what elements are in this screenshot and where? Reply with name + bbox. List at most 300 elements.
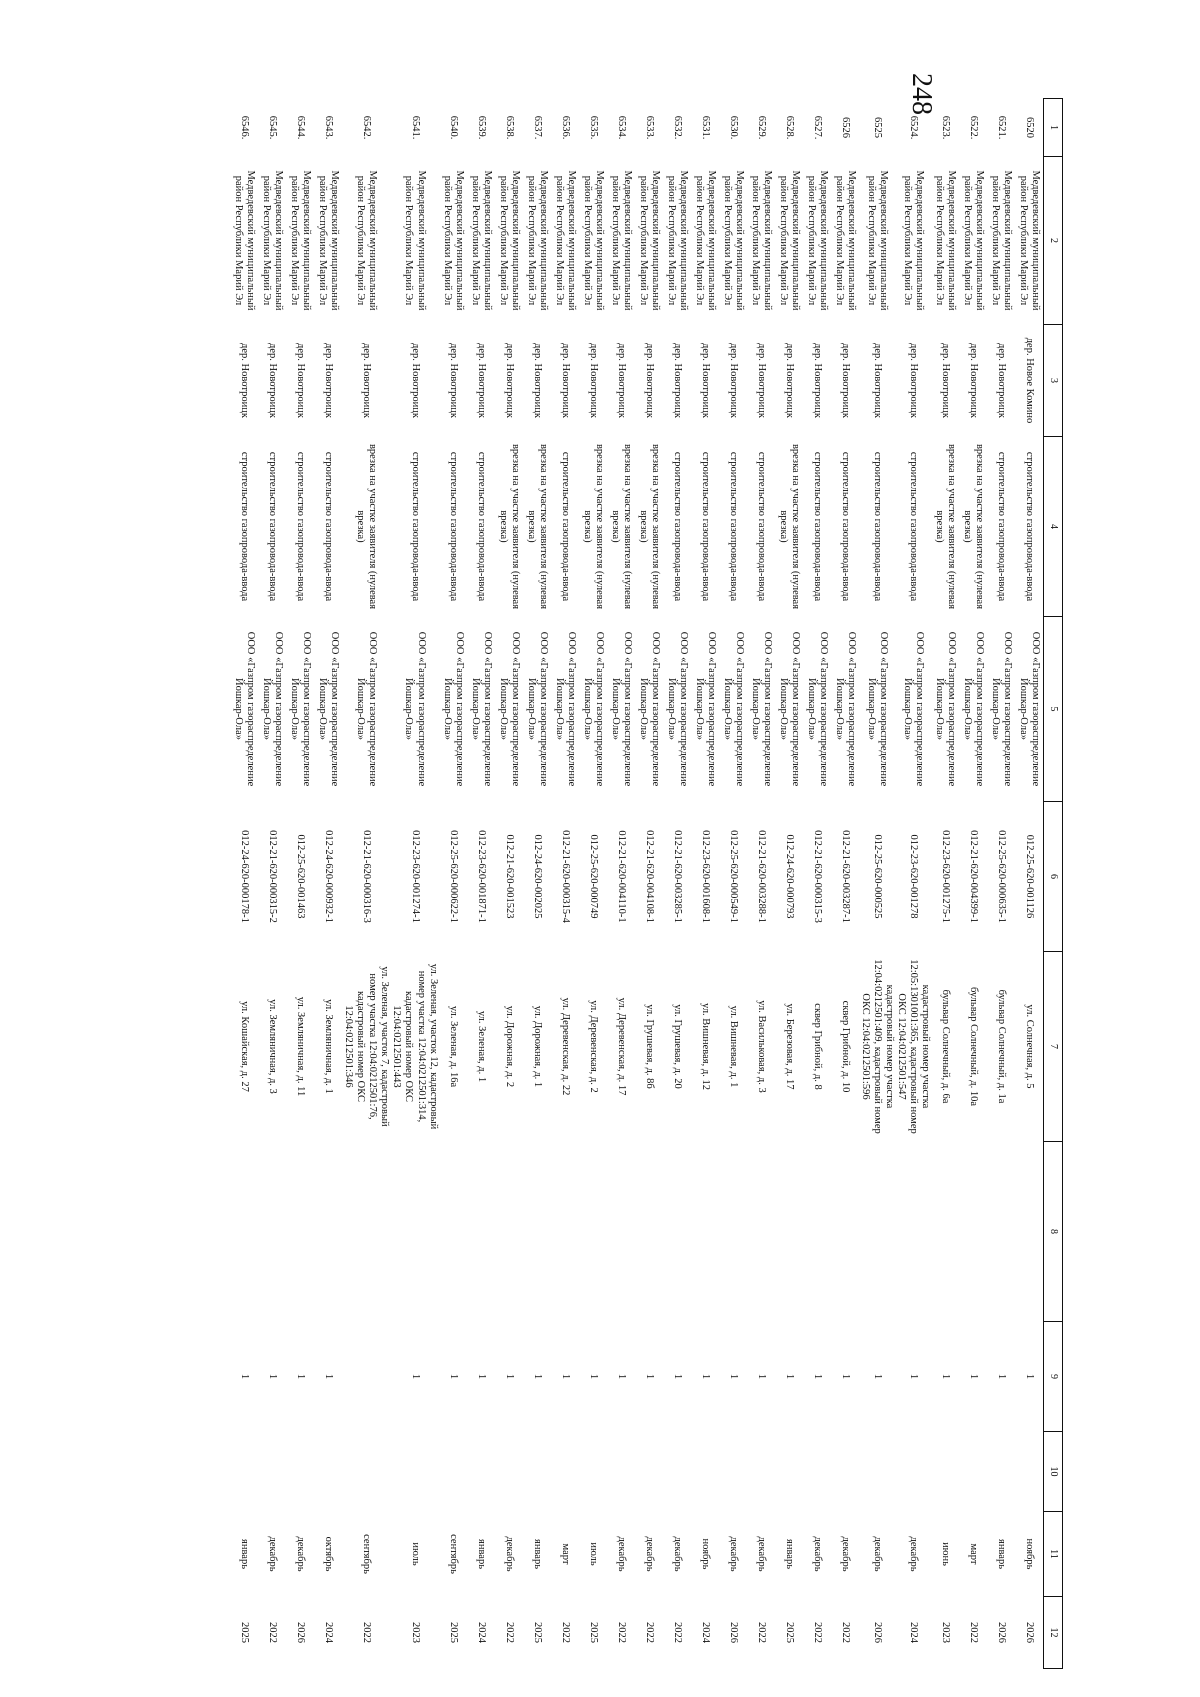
locality-cell: дер. Новотроицк	[996, 343, 1008, 418]
work-type-cell: врезка на участке заявителя (нулевая врезка)	[525, 443, 549, 610]
district-cell: Медведевский муниципальный район Республики Марий Эл	[693, 170, 717, 311]
column-10-cell	[342, 1432, 390, 1512]
request-code-cell: 012-24-620-000932-1	[323, 830, 335, 923]
column-10-cell	[831, 1432, 859, 1512]
row-number: 6528.	[783, 115, 795, 140]
row-number: 6535.	[587, 115, 599, 140]
month-cell: ноябрь	[1024, 1538, 1036, 1570]
table-row	[467, 99, 495, 1669]
locality-cell: дер. Новотроицк	[587, 343, 599, 418]
organization-cell: ООО «Газпром газораспределение Йошкар-Ола»	[469, 631, 493, 787]
quantity-cell: 1	[811, 1373, 823, 1380]
column-10-cell	[931, 1432, 959, 1512]
locality-cell: дер. Новотроицк	[907, 343, 919, 418]
locality-cell: дер. Новотроицк	[239, 343, 251, 418]
locality-cell: дер. Новотроицк	[447, 343, 459, 418]
work-type-cell: врезка на участке заявителя (нулевая врезка)	[934, 443, 958, 610]
row-number: 6541.	[409, 115, 421, 140]
row-number: 6543.	[323, 115, 335, 140]
district-cell: Медведевский муниципальный район Республики Марий Эл	[749, 170, 773, 311]
address-cell: ул. Деревенская, д. 17	[615, 997, 627, 1096]
quantity-cell: 1	[755, 1373, 767, 1380]
locality-cell: дер. Новотроицк	[643, 343, 655, 418]
address-cell: кадастровый номер участка 12:04:0212501:409, кадастровый номер ОКС 12:04:0212501:596	[859, 959, 895, 1134]
column-10-cell	[895, 1432, 931, 1512]
work-type-cell: строительство газопровода-ввода	[871, 451, 883, 602]
district-cell: Медведевский муниципальный район Республики Марий Эл	[441, 170, 465, 311]
organization-cell: ООО «Газпром газораспределение Йошкар-Ола»	[581, 631, 605, 787]
year-cell: 2022	[755, 1622, 767, 1643]
row-number: 6524.	[907, 115, 919, 140]
column-10-cell	[1015, 1432, 1044, 1512]
locality-cell: дер. Новотроицк	[361, 343, 373, 418]
organization-cell: ООО «Газпром газораспределение Йошкар-Ола»	[934, 631, 958, 787]
request-code-cell: 012-21-620-000315-3	[811, 830, 823, 923]
row-number: 6536.	[559, 115, 571, 140]
district-cell: Медведевский муниципальный район Республики Марий Эл	[865, 170, 889, 311]
month-cell: декабрь	[727, 1536, 739, 1572]
district-cell: Медведевский муниципальный район Республики Марий Эл	[1018, 170, 1042, 311]
column-8-cell	[439, 1142, 467, 1322]
column-8-cell	[691, 1142, 719, 1322]
column-8-cell	[719, 1142, 747, 1322]
address-cell: ул. Земляничная, д. 1	[323, 999, 335, 1094]
column-header-3: 3	[1044, 325, 1063, 437]
column-10-cell	[663, 1432, 691, 1512]
table-row	[831, 99, 859, 1669]
locality-cell: дер. Новотроицк	[559, 343, 571, 418]
column-10-cell	[719, 1432, 747, 1512]
request-code-cell: 012-24-620-002025	[531, 834, 543, 919]
table-row	[607, 99, 635, 1669]
district-cell: Медведевский муниципальный район Республики Марий Эл	[289, 170, 313, 311]
table-body	[230, 99, 1043, 1669]
work-type-cell: строительство газопровода-ввода	[239, 451, 251, 602]
district-cell: Медведевский муниципальный район Республики Марий Эл	[901, 170, 925, 311]
locality-cell: дер. Новотроицк	[503, 343, 515, 418]
month-cell: сентябрь	[361, 1534, 373, 1574]
organization-cell: ООО «Газпром газораспределение Йошкар-Ола»	[233, 631, 257, 787]
work-type-cell: строительство газопровода-ввода	[907, 451, 919, 602]
address-cell: сквер Грибной, д. 8	[811, 1003, 823, 1090]
month-cell: декабрь	[267, 1536, 279, 1572]
work-type-cell: строительство газопровода-ввода	[475, 451, 487, 602]
year-cell: 2022	[811, 1622, 823, 1643]
year-cell: 2024	[323, 1622, 335, 1643]
quantity-cell: 1	[643, 1373, 655, 1380]
column-8-cell	[775, 1142, 803, 1322]
district-cell: Медведевский муниципальный район Республики Марий Эл	[525, 170, 549, 311]
organization-cell: ООО «Газпром газораспределение Йошкар-Ола»	[865, 631, 889, 787]
column-header-2: 2	[1044, 157, 1063, 325]
table-row	[286, 99, 314, 1669]
organization-cell: ООО «Газпром газораспределение Йошкар-Ола»	[1018, 631, 1042, 787]
row-number: 6530.	[727, 115, 739, 140]
column-8-cell	[258, 1142, 286, 1322]
column-header-4: 4	[1044, 437, 1063, 617]
row-number: 6540.	[447, 115, 459, 140]
work-type-cell: строительство газопровода-ввода	[295, 451, 307, 602]
locality-cell: дер. Новотроицк	[475, 343, 487, 418]
month-cell: январь	[783, 1539, 795, 1569]
work-type-cell: строительство газопровода-ввода	[839, 451, 851, 602]
locality-cell: дер. Новотроицк	[727, 343, 739, 418]
address-cell: ул. Зеленая, д. 1	[475, 1010, 487, 1083]
locality-cell: дер. Новотроицк	[267, 343, 279, 418]
table-row	[439, 99, 467, 1669]
column-8-cell	[579, 1142, 607, 1322]
quantity-cell: 1	[699, 1373, 711, 1380]
year-cell: 2024	[699, 1622, 711, 1643]
column-header-9: 9	[1044, 1322, 1063, 1432]
work-type-cell: строительство газопровода-ввода	[727, 451, 739, 602]
table-row	[495, 99, 523, 1669]
address-cell: ул. Кошайская, д. 27	[239, 1001, 251, 1092]
organization-cell: ООО «Газпром газораспределение Йошкар-Ола»	[289, 631, 313, 787]
month-cell: март	[559, 1543, 571, 1565]
work-type-cell: строительство газопровода-ввода	[699, 451, 711, 602]
month-cell: декабрь	[811, 1536, 823, 1572]
district-cell: Медведевский муниципальный район Республики Марий Эл	[497, 170, 521, 311]
address-cell: ул. Вишневая, д. 1	[727, 1005, 739, 1088]
column-header-11: 11	[1044, 1512, 1063, 1597]
column-8-cell	[959, 1142, 987, 1322]
table-row	[747, 99, 775, 1669]
column-10-cell	[859, 1432, 895, 1512]
construction-schedule-table	[230, 98, 1063, 1669]
column-8-cell	[230, 1142, 258, 1322]
table-row	[579, 99, 607, 1669]
quantity-cell: 1	[295, 1373, 307, 1380]
district-cell: Медведевский муниципальный район Республики Марий Эл	[637, 170, 661, 311]
district-cell: Медведевский муниципальный район Республики Марий Эл	[233, 170, 257, 311]
column-header-1: 1	[1044, 99, 1063, 157]
work-type-cell: строительство газопровода-ввода	[447, 451, 459, 602]
work-type-cell: строительство газопровода-ввода	[811, 451, 823, 602]
table-row	[1015, 99, 1044, 1669]
year-cell: 2024	[475, 1622, 487, 1643]
column-8-cell	[987, 1142, 1015, 1322]
table-row	[859, 99, 895, 1669]
request-code-cell: 012-23-620-001871-1	[475, 830, 487, 923]
address-cell: ул. Вишневая, д. 12	[699, 1003, 711, 1090]
column-10-cell	[523, 1432, 551, 1512]
column-8-cell	[859, 1142, 895, 1322]
column-10-cell	[959, 1432, 987, 1512]
table-row	[719, 99, 747, 1669]
column-8-cell	[831, 1142, 859, 1322]
address-cell: ул. Васильковая, д. 3	[755, 1000, 767, 1093]
column-10-cell	[286, 1432, 314, 1512]
locality-cell: дер. Новотроицк	[839, 343, 851, 418]
request-code-cell: 012-25-620-001463	[295, 834, 307, 919]
organization-cell: ООО «Газпром газораспределение Йошкар-Ола»	[637, 631, 661, 787]
address-cell: ул. Земляничная, д. 11	[295, 996, 307, 1097]
organization-cell: ООО «Газпром газораспределение Йошкар-Ола»	[553, 631, 577, 787]
month-cell: сентябрь	[447, 1534, 459, 1574]
quantity-cell: 1	[940, 1373, 952, 1380]
table-row	[959, 99, 987, 1669]
address-cell: ул. Деревенская, д. 2	[587, 1000, 599, 1093]
year-cell: 2022	[643, 1622, 655, 1643]
locality-cell: дер. Новотроицк	[615, 343, 627, 418]
quantity-cell: 1	[671, 1373, 683, 1380]
work-type-cell: строительство газопровода-ввода	[671, 451, 683, 602]
request-code-cell: 012-25-620-001126	[1024, 834, 1036, 919]
row-number: 6545.	[267, 115, 279, 140]
district-cell: Медведевский муниципальный район Республики Марий Эл	[553, 170, 577, 311]
year-cell: 2022	[839, 1622, 851, 1643]
address-cell: ул. Земляничная, д. 3	[267, 999, 279, 1094]
column-header-8: 8	[1044, 1142, 1063, 1322]
district-cell: Медведевский муниципальный район Республики Марий Эл	[609, 170, 633, 311]
column-10-cell	[390, 1432, 438, 1512]
page-number: 248	[906, 73, 937, 115]
quantity-cell: 1	[447, 1373, 459, 1380]
organization-cell: ООО «Газпром газораспределение Йошкар-Ола»	[355, 631, 379, 787]
year-cell: 2023	[940, 1622, 952, 1643]
address-cell: ул. Зеленая, участок 7, кадастровый номер участка 12:04:0212501:76, кадастровый номер ОКС 12:04:0212501:346	[343, 966, 391, 1127]
district-cell: Медведевский муниципальный район Республики Марий Эл	[990, 170, 1014, 311]
month-cell: декабрь	[839, 1536, 851, 1572]
year-cell: 2025	[587, 1622, 599, 1643]
request-code-cell: 012-23-620-001275-1	[940, 830, 952, 923]
column-8-cell	[467, 1142, 495, 1322]
row-number: 6538.	[503, 115, 515, 140]
request-code-cell: 012-25-620-000622-1	[447, 830, 459, 923]
column-10-cell	[691, 1432, 719, 1512]
request-code-cell: 012-24-620-000793	[783, 834, 795, 919]
year-cell: 2022	[968, 1622, 980, 1643]
table-header	[1044, 99, 1063, 1669]
row-number: 6529.	[755, 115, 767, 140]
year-cell: 2026	[996, 1622, 1008, 1643]
year-cell: 2026	[727, 1622, 739, 1643]
column-10-cell	[551, 1432, 579, 1512]
district-cell: Медведевский муниципальный район Республики Марий Эл	[317, 170, 341, 311]
work-type-cell: врезка на участке заявителя (нулевая врезка)	[355, 443, 379, 610]
column-10-cell	[314, 1432, 342, 1512]
request-code-cell: 012-21-620-003288-1	[755, 830, 767, 923]
work-type-cell: строительство газопровода-ввода	[996, 451, 1008, 602]
district-cell: Медведевский муниципальный район Республики Марий Эл	[581, 170, 605, 311]
request-code-cell: 012-21-620-003287-1	[839, 830, 851, 923]
quantity-cell: 1	[503, 1373, 515, 1380]
work-type-cell: строительство газопровода-ввода	[559, 451, 571, 602]
locality-cell: дер. Новотроицк	[783, 343, 795, 418]
district-cell: Медведевский муниципальный район Республики Марий Эл	[469, 170, 493, 311]
quantity-cell: 1	[409, 1373, 421, 1380]
address-cell: ул. Зеленая, участок 12, кадастровый номер участка 12:04:0212501:314, кадастровый номер ОКС 12:04:0212501:443	[391, 963, 439, 1130]
address-cell: бульвар Солнечный, д. 6а	[940, 989, 952, 1104]
organization-cell: ООО «Газпром газораспределение Йошкар-Ола»	[833, 631, 857, 787]
organization-cell: ООО «Газпром газораспределение Йошкар-Ола»	[805, 631, 829, 787]
year-cell: 2022	[559, 1622, 571, 1643]
work-type-cell: строительство газопровода-ввода	[267, 451, 279, 602]
address-cell: сквер Грибной, д. 10	[839, 1000, 851, 1093]
organization-cell: ООО «Газпром газораспределение Йошкар-Ола»	[665, 631, 689, 787]
organization-cell: ООО «Газпром газораспределение Йошкар-Ола»	[749, 631, 773, 787]
year-cell: 2025	[783, 1622, 795, 1643]
row-number: 6534.	[615, 115, 627, 140]
column-8-cell	[495, 1142, 523, 1322]
column-10-cell	[775, 1432, 803, 1512]
request-code-cell: 012-25-620-000635-1	[996, 830, 1008, 923]
month-cell: июнь	[940, 1542, 952, 1566]
address-cell: ул. Деревенская, д. 22	[559, 997, 571, 1096]
quantity-cell: 1	[267, 1373, 279, 1380]
request-code-cell: 012-21-620-004108-1	[643, 830, 655, 923]
column-10-cell	[635, 1432, 663, 1512]
year-cell: 2023	[409, 1622, 421, 1643]
table-row	[663, 99, 691, 1669]
request-code-cell: 012-25-620-000749	[587, 834, 599, 919]
year-cell: 2022	[615, 1622, 627, 1643]
locality-cell: дер. Новотроицк	[323, 343, 335, 418]
table-row	[342, 99, 390, 1669]
address-cell: ул. Дорожная, д. 1	[531, 1005, 543, 1088]
quantity-cell: 1	[783, 1373, 795, 1380]
quantity-cell: 1	[239, 1373, 251, 1380]
column-10-cell	[987, 1432, 1015, 1512]
column-header-5: 5	[1044, 617, 1063, 802]
column-8-cell	[342, 1142, 390, 1322]
row-number: 6521.	[996, 115, 1008, 140]
month-cell: декабрь	[503, 1536, 515, 1572]
district-cell: Медведевский муниципальный район Республики Марий Эл	[721, 170, 745, 311]
column-8-cell	[523, 1142, 551, 1322]
organization-cell: ООО «Газпром газораспределение Йошкар-Ола»	[609, 631, 633, 787]
district-cell: Медведевский муниципальный район Республики Марий Эл	[355, 170, 379, 311]
locality-cell: дер. Новотроицк	[699, 343, 711, 418]
address-cell: ул. Грушевая, д. 20	[671, 1004, 683, 1089]
district-cell: Медведевский муниципальный район Республики Марий Эл	[962, 170, 986, 311]
address-cell: ул. Дорожная, д. 2	[503, 1005, 515, 1088]
table-row	[258, 99, 286, 1669]
table-row	[803, 99, 831, 1669]
row-number: 6520	[1024, 117, 1036, 138]
table-row	[987, 99, 1015, 1669]
district-cell: Медведевский муниципальный район Республики Марий Эл	[833, 170, 857, 311]
request-code-cell: 012-25-620-000549-1	[727, 830, 739, 923]
column-8-cell	[314, 1142, 342, 1322]
district-cell: Медведевский муниципальный район Республики Марий Эл	[665, 170, 689, 311]
request-code-cell: 012-23-620-001278	[907, 834, 919, 919]
row-number: 6525	[871, 117, 883, 138]
table-row	[314, 99, 342, 1669]
quantity-cell: 1	[1024, 1373, 1036, 1380]
work-type-cell: врезка на участке заявителя (нулевая врезка)	[497, 443, 521, 610]
column-8-cell	[551, 1142, 579, 1322]
locality-cell: дер. Новотроицк	[811, 343, 823, 418]
row-number: 6527.	[811, 115, 823, 140]
work-type-cell: врезка на участке заявителя (нулевая врезка)	[609, 443, 633, 610]
column-8-cell	[803, 1142, 831, 1322]
organization-cell: ООО «Газпром газораспределение Йошкар-Ола»	[901, 631, 925, 787]
quantity-cell: 1	[871, 1373, 883, 1380]
quantity-cell: 1	[475, 1373, 487, 1380]
column-8-cell	[895, 1142, 931, 1322]
organization-cell: ООО «Газпром газораспределение Йошкар-Ола»	[317, 631, 341, 787]
quantity-cell: 1	[531, 1373, 543, 1380]
column-10-cell	[579, 1432, 607, 1512]
quantity-cell: 1	[839, 1373, 851, 1380]
organization-cell: ООО «Газпром газораспределение Йошкар-Ола»	[721, 631, 745, 787]
request-code-cell: 012-21-620-000316-3	[361, 830, 373, 923]
column-header-6: 6	[1044, 802, 1063, 952]
work-type-cell: строительство газопровода-ввода	[755, 451, 767, 602]
month-cell: декабрь	[643, 1536, 655, 1572]
address-cell: ул. Березовая, д. 17	[783, 1003, 795, 1090]
month-cell: июль	[587, 1542, 599, 1566]
month-cell: декабрь	[615, 1536, 627, 1572]
column-10-cell	[467, 1432, 495, 1512]
month-cell: март	[968, 1543, 980, 1565]
table-row	[775, 99, 803, 1669]
locality-cell: дер. Новотроицк	[968, 343, 980, 418]
organization-cell: ООО «Газпром газораспределение Йошкар-Ола»	[261, 631, 285, 787]
locality-cell: дер. Новотроицк	[671, 343, 683, 418]
row-number: 6526	[839, 117, 851, 138]
locality-cell: дер. Новотроицк	[940, 343, 952, 418]
year-cell: 2022	[503, 1622, 515, 1643]
month-cell: октябрь	[323, 1536, 335, 1572]
column-10-cell	[495, 1432, 523, 1512]
column-8-cell	[1015, 1142, 1044, 1322]
column-8-cell	[635, 1142, 663, 1322]
address-cell: бульвар Солнечный, д. 10а	[968, 986, 980, 1107]
organization-cell: ООО «Газпром газораспределение Йошкар-Ола»	[777, 631, 801, 787]
row-number: 6533.	[643, 115, 655, 140]
column-10-cell	[439, 1432, 467, 1512]
year-cell: 2025	[531, 1622, 543, 1643]
locality-cell: дер. Новотроицк	[409, 343, 421, 418]
year-cell: 2026	[295, 1622, 307, 1643]
column-8-cell	[663, 1142, 691, 1322]
organization-cell: ООО «Газпром газораспределение Йошкар-Ола»	[403, 631, 427, 787]
address-cell: бульвар Солнечный, д. 1а	[996, 989, 1008, 1104]
row-number: 6522.	[968, 115, 980, 140]
district-cell: Медведевский муниципальный район Республики Марий Эл	[805, 170, 829, 311]
column-10-cell	[747, 1432, 775, 1512]
row-number: 6531.	[699, 115, 711, 140]
column-8-cell	[747, 1142, 775, 1322]
table-row	[230, 99, 258, 1669]
table-row	[635, 99, 663, 1669]
work-type-cell: строительство газопровода-ввода	[323, 451, 335, 602]
quantity-cell: 1	[996, 1373, 1008, 1380]
request-code-cell: 012-25-620-000525	[871, 834, 883, 919]
district-cell: Медведевский муниципальный район Республики Марий Эл	[261, 170, 285, 311]
address-cell: ул. Грушевая, д. 8б	[643, 1004, 655, 1089]
work-type-cell: врезка на участке заявителя (нулевая врезка)	[581, 443, 605, 610]
year-cell: 2026	[871, 1622, 883, 1643]
year-cell: 2024	[907, 1622, 919, 1643]
locality-cell: дер. Новотроицк	[871, 343, 883, 418]
organization-cell: ООО «Газпром газораспределение Йошкар-Ола»	[962, 631, 986, 787]
request-code-cell: 012-21-620-000315-4	[559, 830, 571, 923]
column-8-cell	[390, 1142, 438, 1322]
address-cell: ул. Зеленая, д. 16а	[447, 1005, 459, 1088]
month-cell: январь	[996, 1539, 1008, 1569]
month-cell: январь	[475, 1539, 487, 1569]
request-code-cell: 012-23-620-001608-1	[699, 830, 711, 923]
locality-cell: дер. Новотроицк	[295, 343, 307, 418]
row-number: 6546.	[239, 115, 251, 140]
quantity-cell: 1	[727, 1373, 739, 1380]
column-10-cell	[803, 1432, 831, 1512]
month-cell: январь	[239, 1539, 251, 1569]
